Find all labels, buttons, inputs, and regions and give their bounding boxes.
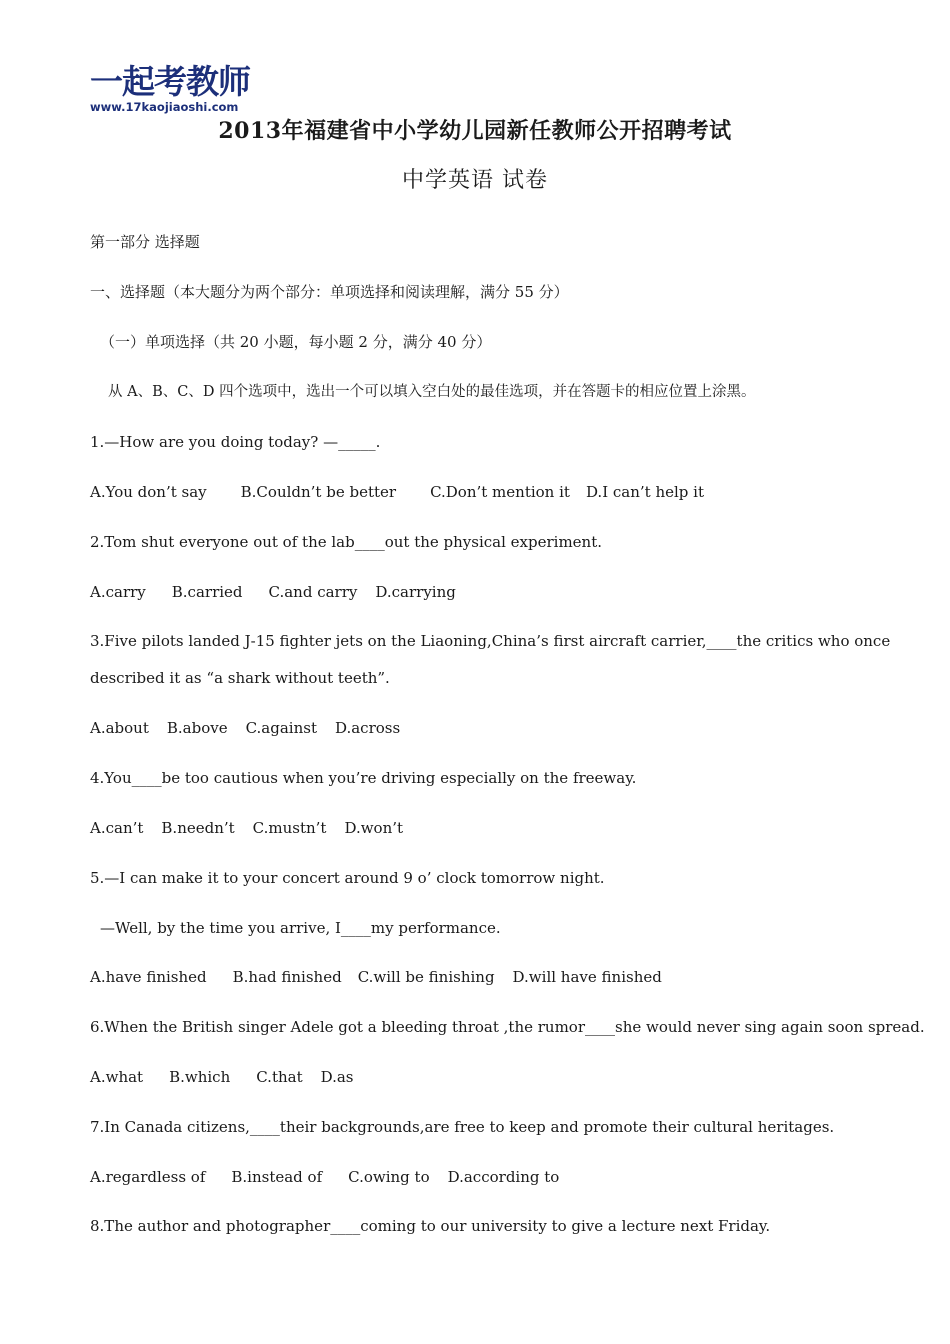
option-a: A.about (90, 719, 149, 737)
option-b: B.which (169, 1068, 231, 1086)
option-c: C.and carry (268, 583, 358, 601)
option-c: C.mustn’t (252, 819, 327, 837)
option-a: A.carry (90, 583, 146, 601)
part-heading: 第一部分 选择题 (90, 233, 200, 251)
option-b: B.needn’t (161, 819, 235, 837)
option-c: C.owing to (348, 1168, 430, 1186)
option-b: B.instead of (231, 1168, 323, 1186)
question-options (90, 717, 400, 739)
logo (90, 62, 256, 118)
instruction-text: 从 A、B、C、D 四个选项中，选出一个可以填入空白处的最佳选项，并在答题卡的相应位置上涂黑。 (108, 384, 756, 400)
question-stem: 3.Five pilots landed J-15 fighter jets on the Liaoning,China’s first aircraft carrier,____the critics who once (90, 632, 891, 650)
option-d: D.I can’t help it (585, 483, 704, 501)
option-d: D.across (334, 719, 401, 737)
option-a: A.You don’t say (90, 483, 207, 501)
question-stem-continued: described it as “a shark without teeth”. (90, 669, 390, 687)
question-options (90, 581, 456, 603)
option-c: C.that (256, 1068, 303, 1086)
option-a: A.regardless of (90, 1168, 206, 1186)
option-b: B.had finished (232, 968, 342, 986)
option-a: A.can’t (90, 819, 144, 837)
question-options (90, 481, 704, 503)
question-stem: 5.—I can make it to your concert around 9 o’ clock tomorrow night. (90, 869, 605, 887)
page-title: 2013年福建省中小学幼儿园新任教师公开招聘考试 (218, 118, 732, 144)
question-stem-continued: —Well, by the time you arrive, I____my performance. (100, 919, 501, 937)
option-b: B.above (166, 719, 228, 737)
logo-text: 一起考教师 (90, 62, 250, 101)
question-options (90, 1166, 559, 1188)
section-heading: 一、选择题（本大题分为两个部分：单项选择和阅读理解，满分 55 分） (90, 283, 569, 301)
logo-url: www.17kaojiaoshi.com (90, 100, 239, 114)
subsection-heading: （一）单项选择（共 20 小题，每小题 2 分，满分 40 分） (100, 333, 492, 351)
question-stem: 7.In Canada citizens,____their backgrounds,are free to keep and promote their cultural heritages. (90, 1118, 835, 1136)
page-subtitle: 中学英语 试卷 (402, 168, 548, 193)
option-c: C.Don’t mention it (430, 483, 570, 501)
question-stem: 4.You____be too cautious when you’re driving especially on the freeway. (90, 769, 637, 787)
option-d: D.will have finished (512, 968, 662, 986)
question-stem: 1.—How are you doing today? —_____. (90, 433, 381, 451)
option-d: D.according to (447, 1168, 560, 1186)
option-a: A.what (90, 1068, 144, 1086)
option-d: D.as (320, 1068, 354, 1086)
option-a: A.have finished (90, 968, 207, 986)
question-stem: 8.The author and photographer____coming to our university to give a lecture next Friday. (90, 1217, 771, 1235)
question-options (90, 1066, 354, 1088)
option-d: D.carrying (375, 583, 456, 601)
question-options (90, 966, 662, 988)
question-options (90, 817, 403, 839)
option-d: D.won’t (344, 819, 404, 837)
option-c: C.against (245, 719, 317, 737)
question-stem: 6.When the British singer Adele got a bleeding throat ,the rumor____she would never sing again soon spread. (90, 1018, 925, 1036)
option-b: B.carried (171, 583, 243, 601)
option-c: C.will be finishing (357, 968, 495, 986)
question-stem: 2.Tom shut everyone out of the lab____out the physical experiment. (90, 533, 603, 551)
option-b: B.Couldn’t be better (240, 483, 397, 501)
